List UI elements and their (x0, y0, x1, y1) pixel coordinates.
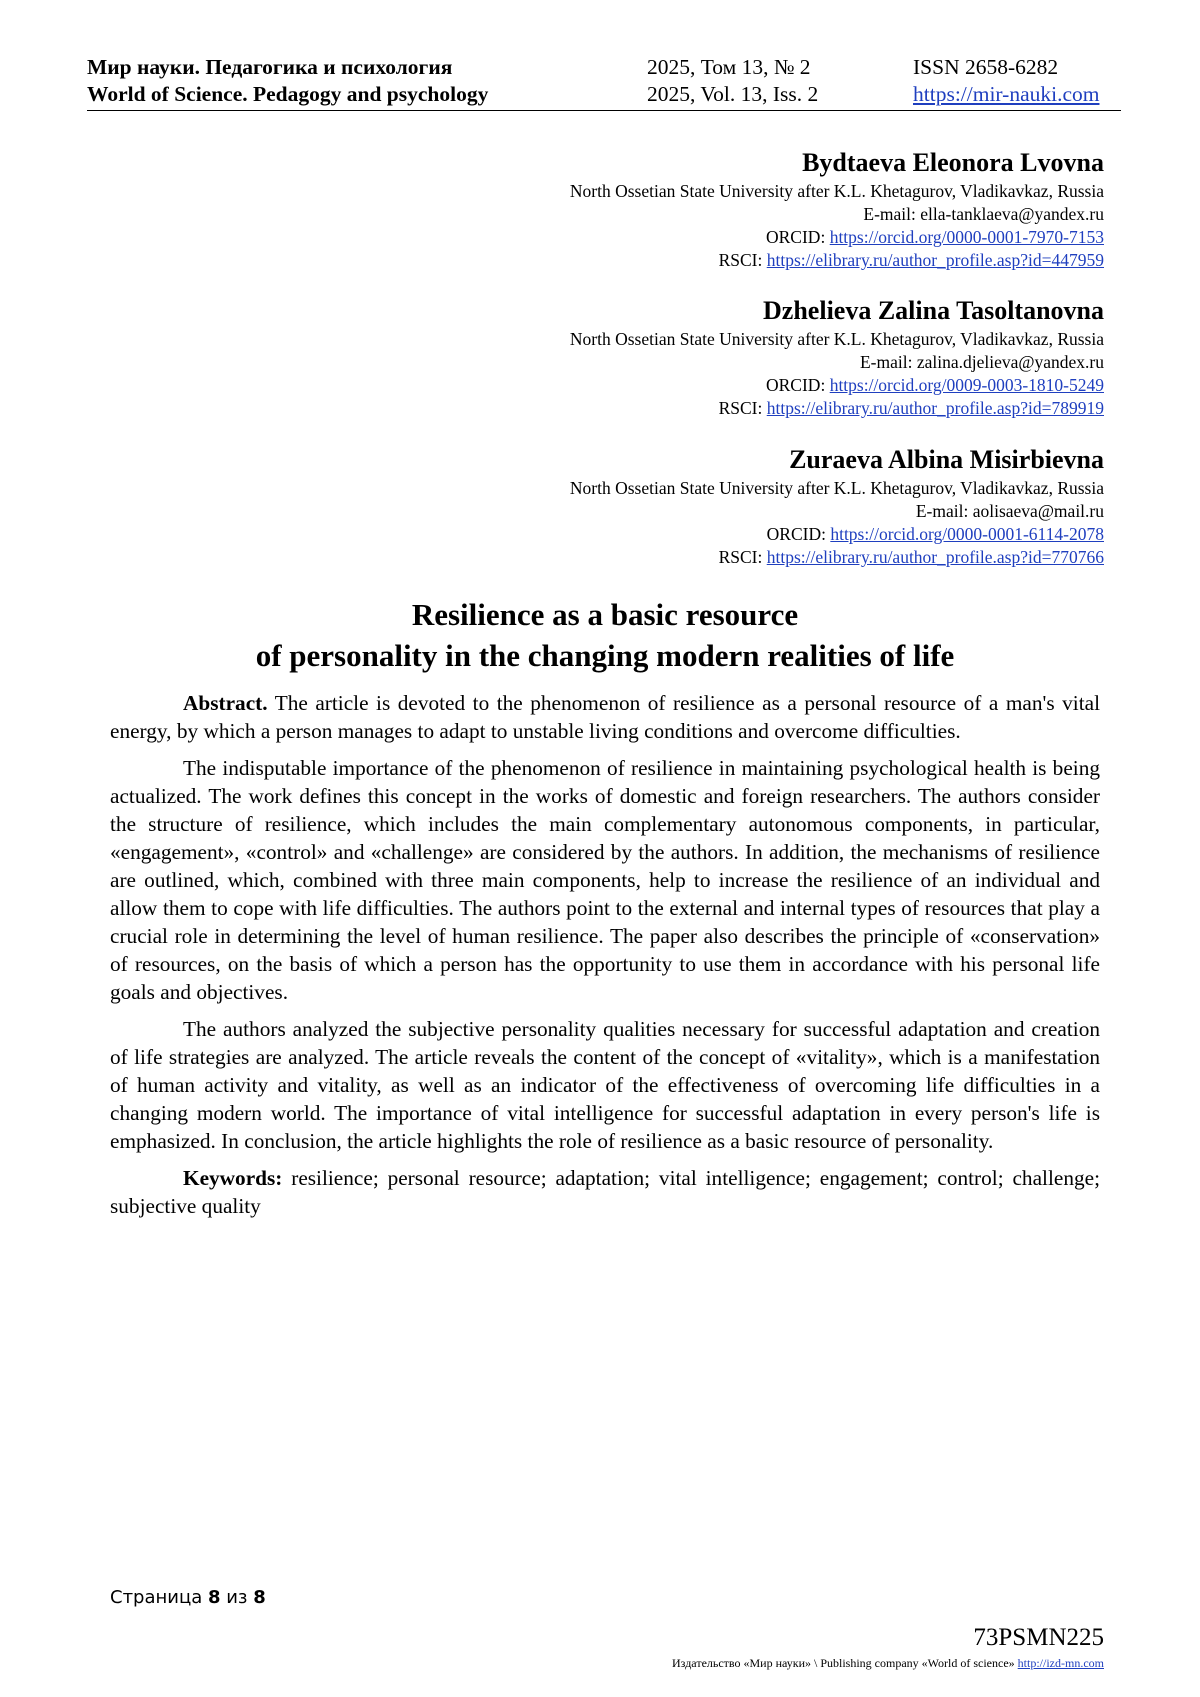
title-line-1: Resilience as a basic resource (411, 597, 799, 632)
journal-header (87, 54, 1121, 111)
publisher-line: Издательство «Мир науки» \ Publishing company «World of science» http://izd-mn.com (672, 1656, 1104, 1670)
author-name: Zuraeva Albina Misirbievna (789, 445, 1104, 474)
abstract-paragraph: Abstract. The article is devoted to the phenomenon of resilience as a personal resource of a man's vital energy, by which a person manages to adapt to unstable living conditions and overcome difficulties. (110, 691, 1100, 743)
orcid-link[interactable]: https://orcid.org/0000-0001-7970-7153 (829, 227, 1104, 247)
author-affiliation: North Ossetian State University after K.L. Khetagurov, Vladikavkaz, Russia (569, 329, 1104, 349)
author-name: Bydtaeva Eleonora Lvovna (802, 148, 1104, 177)
journal-title-ru: Мир науки. Педагогика и психология (87, 55, 453, 79)
journal-title-en: World of Science. Pedagogy and psychology (87, 82, 489, 106)
author-orcid (570, 226, 1104, 249)
author-block (570, 443, 1104, 569)
issue-info-en: 2025, Vol. 13, Iss. 2 (647, 82, 819, 106)
author-rsci (570, 249, 1104, 272)
abstract-paragraph: The authors analyzed the subjective personality qualities necessary for successful adaptation and creation of life strategies are analyzed. The article reveals the content of the concept of «vitality», which is a manifestation of human activity and vitality, as well as an indicator of the effectiveness of overcoming life difficulties in a changing modern world. The importance of vital intelligence for successful adaptation in every person's life is emphasized. In conclusion, the article highlights the role of resilience as a basic resource of personality. (110, 1017, 1100, 1153)
issue-info-ru: 2025, Том 13, № 2 (647, 55, 811, 79)
author-name: Dzhelieva Zalina Tasoltanovna (763, 296, 1104, 325)
author-orcid (570, 523, 1104, 546)
orcid-label: ORCID: (766, 227, 830, 247)
author-rsci (570, 397, 1104, 420)
rsci-link[interactable]: https://elibrary.ru/author_profile.asp?id=789919 (766, 398, 1104, 418)
rsci-link[interactable]: https://elibrary.ru/author_profile.asp?id=770766 (766, 547, 1104, 567)
abstract-label: Abstract. (183, 691, 268, 715)
keywords-paragraph: Keywords: resilience; personal resource; adaptation; vital intelligence; engagement; control; challenge; subjective quality (110, 1166, 1100, 1218)
article-code: 73PSMN225 (973, 1624, 1104, 1651)
abstract-paragraph: The indisputable importance of the phenomenon of resilience in maintaining psychological health is being actualized. The work defines this concept in the works of domestic and foreign researchers. The authors consider the structure of resilience, which includes the main complementary autonomous components, in particular, «engagement», «control» and «challenge» are considered by the authors. In addition, the mechanisms of resilience are outlined, which, combined with three main components, help to increase the resilience of an individual and allow them to cope with life difficulties. The authors point to the external and internal types of resources that play a crucial role in determining the level of human resilience. The paper also describes the principle of «conservation» of resources, on the basis of which a person has the opportunity to use them in accordance with his personal life goals and objectives. (110, 756, 1100, 1004)
author-rsci (570, 546, 1104, 569)
orcid-label: ORCID: (766, 524, 831, 544)
author-email: E-mail: ella-tanklaeva@yandex.ru (863, 204, 1104, 224)
author-affiliation: North Ossetian State University after K.L. Khetagurov, Vladikavkaz, Russia (569, 478, 1104, 498)
page-counter: Страница 8 из 8 (110, 1587, 266, 1608)
orcid-label: ORCID: (766, 375, 830, 395)
rsci-link[interactable]: https://elibrary.ru/author_profile.asp?id=447959 (766, 250, 1104, 270)
orcid-link[interactable]: https://orcid.org/0009-0003-1810-5249 (829, 375, 1104, 395)
rsci-label: RSCI: (718, 398, 767, 418)
title-line-2: of personality in the changing modern realities of life (255, 638, 955, 673)
rsci-label: RSCI: (718, 547, 767, 567)
journal-website-link[interactable]: https://mir-nauki.com (913, 82, 1100, 106)
orcid-link[interactable]: https://orcid.org/0000-0001-6114-2078 (830, 524, 1104, 544)
author-block (570, 294, 1104, 420)
rsci-label: RSCI: (718, 250, 767, 270)
author-block (570, 146, 1104, 272)
publisher-link[interactable]: http://izd-mn.com (1017, 1656, 1104, 1670)
abstract-section (110, 689, 1100, 1229)
author-email: E-mail: aolisaeva@mail.ru (915, 501, 1104, 521)
issn: ISSN 2658-6282 (913, 55, 1059, 79)
author-affiliation: North Ossetian State University after K.L. Khetagurov, Vladikavkaz, Russia (569, 181, 1104, 201)
author-orcid (570, 374, 1104, 397)
article-title (110, 594, 1100, 676)
keywords-label: Keywords: (183, 1166, 283, 1190)
author-email: E-mail: zalina.djelieva@yandex.ru (859, 352, 1104, 372)
